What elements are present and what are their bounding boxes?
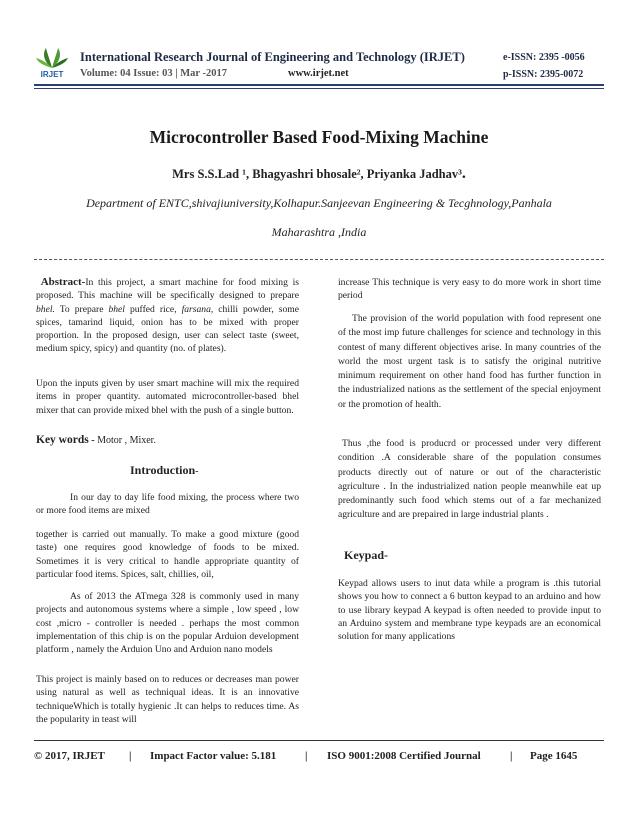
footer-separator: | (305, 750, 308, 762)
p-issn: p-ISSN: 2395-0072 (503, 69, 584, 80)
authors-text: Mrs S.S.Lad ¹, Bhagyashri bhosale², Priyanka Jadhav³ (172, 167, 462, 181)
introduction-heading-text: Introduction (130, 463, 196, 477)
footer-separator: | (129, 750, 132, 762)
header-rule-thin (34, 88, 604, 89)
abstract-text-c: puffed rice, (124, 303, 182, 315)
keywords-line (36, 434, 299, 447)
journal-name: International Research Journal of Engineering and Technology (IRJET) (80, 50, 465, 64)
intro-paragraph-4: This project is mainly based on to reduces or decreases man power using natural as well as techniqual ideas. It is an innovative techniqueWhich is totally hygienic .It can helps to reduces time. As the popularity in teast will (36, 674, 299, 725)
footer-impact-factor: Impact Factor value: 5.181 (150, 750, 277, 762)
affiliation-line-1: Department of ENTC,shivajiuniversity,Kolhapur.Sanjeevan Engineering & Tecghnology,Panhala (86, 196, 552, 210)
footer-rule (34, 740, 604, 741)
irjet-logo (34, 44, 70, 78)
section-divider (34, 259, 604, 260)
website[interactable]: www.irjet.net (288, 68, 349, 79)
keywords-value: Motor , Mixer. (97, 435, 156, 446)
keywords-label: Key words (36, 434, 89, 446)
introduction-heading (36, 464, 299, 478)
abstract-farsana: farsana, (181, 303, 214, 315)
header-rule (34, 84, 604, 86)
abstract-text-a: In this project, a smart machine for food mixing is proposed. This machine will be specifically designed to prepare (36, 277, 299, 302)
abstract-paragraph-2: Upon the inputs given by user smart machine will mix the required items in proper quantity. automated microcontroller-based bhel mixer that can provide mixed bhel with the push of a single button. (36, 378, 299, 416)
abstract-bhel-2: bhel (108, 303, 125, 315)
footer-separator: | (510, 750, 513, 762)
footer-iso: ISO 9001:2008 Certified Journal (327, 750, 481, 762)
author-list (0, 165, 638, 183)
right-paragraph-2: The provision of the world population with food represent one of the most imp future challenges for science and technology in this contest of many different objectives arise. In many countries of the world the most urgent task is to satisfy the original nutritive minimum requirement on other hand food has further function in the industrialized nations as the settlement of the special enjoyment or the promotion of health. (338, 313, 601, 410)
right-paragraph-1: increase This technique is very easy to do more work in short time period (338, 277, 601, 302)
footer-page-number: Page 1645 (530, 750, 578, 762)
affiliation-line-2: Maharashtra ,India (271, 225, 367, 239)
intro-paragraph-1: In our day to day life food mixing, the process where two or more food items are mixed (36, 492, 299, 517)
keywords-separator: - (88, 435, 98, 446)
intro-paragraph-2: together is carried out manually. To make a good mixture (good taste) one requires good knowledge of foods to be mixed. Sometimes it is very critical to handle appropriate quantity of particular food items. Spices, salt, chillies, oil, (36, 529, 299, 580)
paper-title: Microcontroller Based Food-Mixing Machine (149, 127, 489, 147)
intro-paragraph-3: As of 2013 the ATmega 328 is commonly used in many projects and autonomous systems where a simple , low speed , low cost ,micro - controller is needed . perhaps the most common implementation of this chip is on the popular Arduion development platform , namely the Arduion Uno and Arduion nano models (36, 591, 299, 656)
abstract-bhel-1: bhel. (36, 303, 55, 315)
logo-text: IRJET (40, 70, 64, 78)
right-paragraph-3: Thus ,the food is producrd or processed under very different condition .A considerable share of the population consumes products directly out of nature or out of the characteristic agriculture . In the industrialized nation people meanwhile eat up predominantly such food which stems out of a far mechanized agriculture and are prepaired in large industrial plants . (338, 438, 601, 521)
abstract-paragraph (36, 276, 299, 356)
footer-copyright: © 2017, IRJET (34, 750, 105, 762)
e-issn: e-ISSN: 2395 -0056 (503, 52, 585, 63)
introduction-heading-dash: - (195, 466, 199, 477)
authors-dot: . (461, 165, 466, 182)
issue-info: Volume: 04 Issue: 03 | Mar -2017 (80, 68, 227, 79)
abstract-label: Abstract- (40, 276, 86, 288)
keypad-paragraph: Keypad allows users to inut data while a program is .this tutorial shows you how to connect a 6 button keypad to an arduino and how to use library keypad A keypad is often needed to provide input to an Arduino system and membrane type keypads are an economical solution for many applications (338, 578, 601, 643)
abstract-text-b: To prepare (54, 303, 109, 315)
keypad-heading: Keypad- (344, 548, 389, 562)
abstract-text-d: chilli powder, some spices, tamarind liquid, onion has to be mixed with proper proportion. In the proposed design, user can select taste (sweet, medium spicy, spicy) and quantity (no. of plates). (36, 303, 299, 355)
